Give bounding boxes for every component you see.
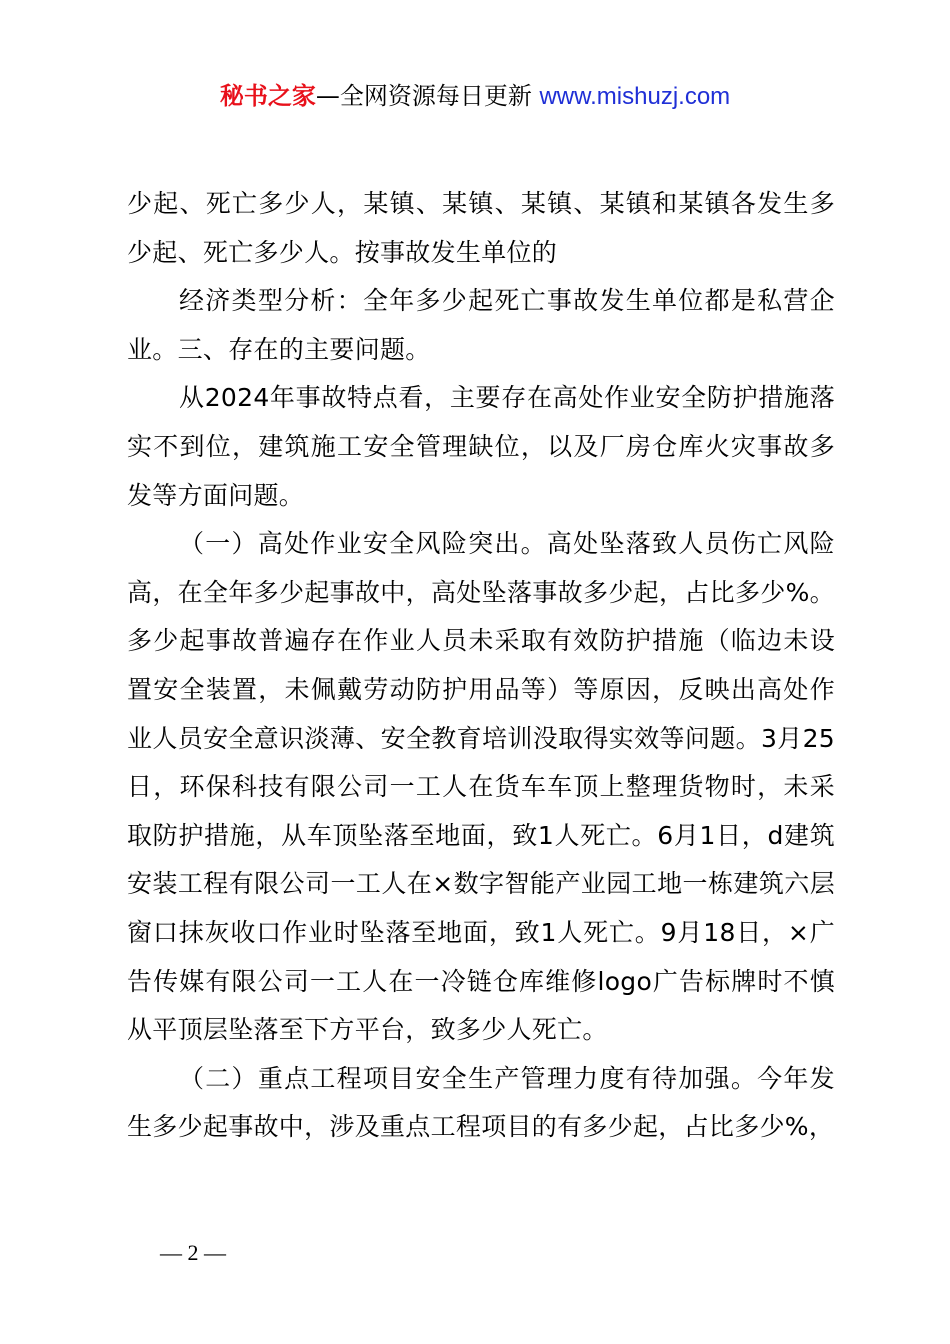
site-url[interactable]: www.mishuzj.com bbox=[539, 83, 731, 110]
brand-name: 秘书之家 bbox=[219, 82, 316, 110]
paragraph-economic-analysis: 经济类型分析：全年多少起死亡事故发生单位都是私营企业。三、存在的主要问题。 bbox=[127, 286, 835, 364]
site-header bbox=[0, 78, 950, 115]
document-body bbox=[127, 180, 835, 1152]
paragraph-section-one: （一）高处作业安全风险突出。高处坠落致人员伤亡风险高，在全年多少起事故中，高处坠落事故多少起，占比多少%。多少起事故普遍存在作业人员未采取有效防护措施（临边未设置安全装置，未佩戴劳动防护用品等）等原因，反映出高处作业人员安全意识淡薄、安全教育培训没取得实效等问题。3月25日，环保科技有限公司一工人在货车车顶上整理货物时，未采取防护措施，从车顶坠落至地面，致1人死亡。6月1日，d建筑安装工程有限公司一工人在×数字智能产业园工地一栋建筑六层窗口抹灰收口作业时坠落至地面，致1人死亡。9月18日，×广告传媒有限公司一工人在一冷链仓库维修logo广告标牌时不慎从平顶层坠落至下方平台，致多少人死亡。 bbox=[127, 529, 835, 1045]
paragraph-problems-overview: 从2024年事故特点看，主要存在高处作业安全防护措施落实不到位，建筑施工安全管理缺位，以及厂房仓库火灾事故多发等方面问题。 bbox=[127, 383, 835, 510]
paragraph-section-two: （二）重点工程项目安全生产管理力度有待加强。今年发生多少起事故中，涉及重点工程项目的有多少起，占比多少%， bbox=[127, 1063, 835, 1142]
paragraph-continuation: 少起、死亡多少人，某镇、某镇、某镇、某镇和某镇各发生多少起、死亡多少人。按事故发生单位的 bbox=[127, 189, 835, 267]
page-number: — 2 — bbox=[160, 1240, 226, 1265]
header-tagline: —全网资源每日更新 bbox=[315, 82, 532, 110]
